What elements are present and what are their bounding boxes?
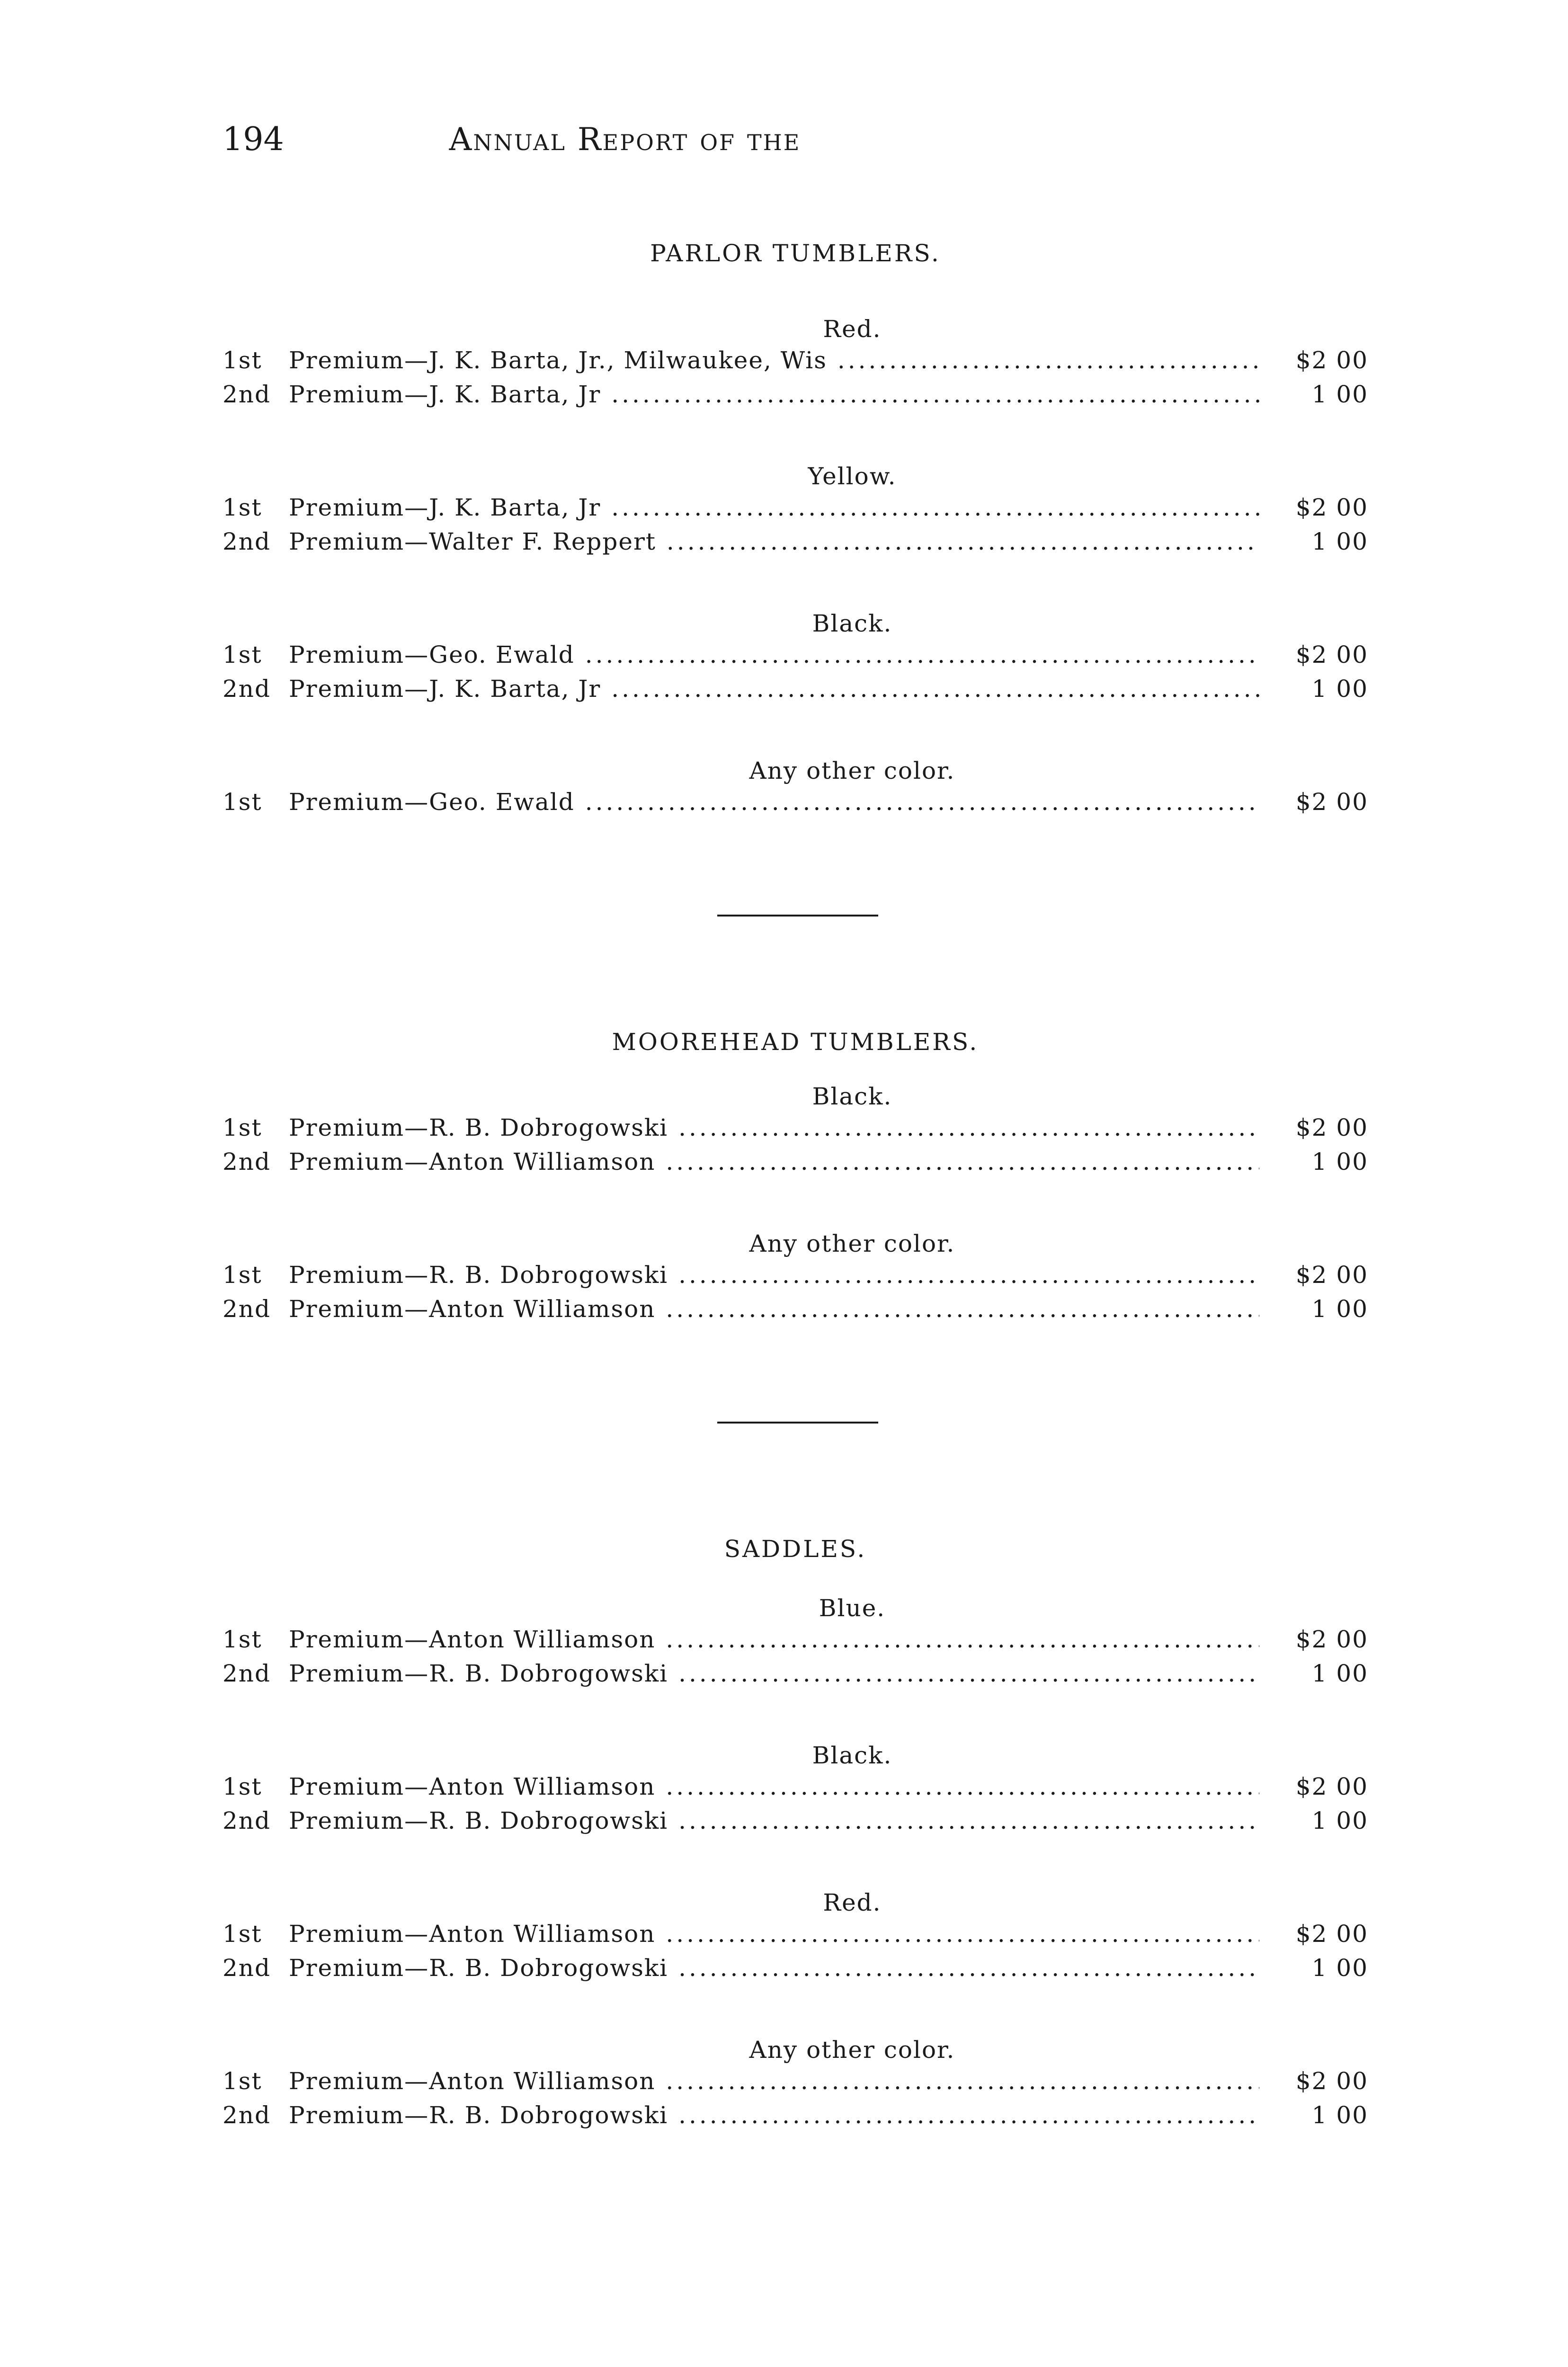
amount: $2 00 [1295, 1773, 1368, 1800]
section-saddles [223, 1532, 1368, 2136]
group-title: Red. [823, 315, 882, 343]
winner: Premium—Geo. Ewald ..... [289, 641, 1259, 668]
group-black [223, 1080, 1368, 1182]
place: 1st [223, 641, 262, 668]
premium-row [223, 2067, 1368, 2101]
amount: $2 00 [1295, 788, 1368, 816]
place: 2nd [223, 1148, 271, 1175]
group-red [223, 312, 1368, 415]
premium-row [223, 1954, 1368, 1988]
group-yellow [223, 460, 1368, 562]
group-any-other-color [223, 1227, 1368, 1329]
winner: Premium—J. K. Barta, Jr ..... [289, 494, 1259, 521]
premium-row [223, 1114, 1368, 1148]
group-title: Any other color. [749, 2036, 955, 2064]
section-parlor-tumblers [223, 237, 1368, 822]
winner: Premium—R. B. Dobrogowski ..... [289, 2101, 1259, 2129]
group-title: Blue. [819, 1594, 886, 1622]
premium-row [223, 1660, 1368, 1694]
amount: $2 00 [1295, 494, 1368, 521]
amount: $2 00 [1295, 347, 1368, 374]
winner: Premium—R. B. Dobrogowski ..... [289, 1807, 1259, 1834]
page-content [223, 237, 1368, 2180]
place: 1st [223, 788, 262, 816]
premium-row [223, 1295, 1368, 1329]
premium-row [223, 641, 1368, 675]
amount: 1 00 [1311, 2101, 1368, 2129]
group-blue [223, 1592, 1368, 1694]
amount: 1 00 [1311, 381, 1368, 408]
place: 1st [223, 1920, 262, 1948]
place: 2nd [223, 675, 271, 703]
premium-row [223, 1626, 1368, 1660]
premium-row [223, 788, 1368, 822]
premium-row [223, 1261, 1368, 1295]
place: 2nd [223, 2101, 271, 2129]
group-title: Black. [812, 610, 892, 637]
group-title: Yellow. [808, 463, 897, 490]
group-black [223, 607, 1368, 709]
place: 2nd [223, 1807, 271, 1834]
place: 2nd [223, 1295, 271, 1323]
premium-row [223, 1773, 1368, 1807]
group-any-other-color [223, 754, 1368, 822]
premium-row [223, 675, 1368, 709]
group-black [223, 1739, 1368, 1841]
winner: Premium—Walter F. Reppert ..... [289, 528, 1259, 555]
group-red [223, 1886, 1368, 1988]
page-header [223, 116, 1027, 163]
winner: Premium—R. B. Dobrogowski ..... [289, 1954, 1259, 1982]
winner: Premium—R. B. Dobrogowski ..... [289, 1660, 1259, 1687]
section-divider [717, 915, 878, 917]
winner: Premium—Anton Williamson ..... [289, 1773, 1259, 1800]
amount: $2 00 [1295, 1114, 1368, 1141]
amount: 1 00 [1311, 528, 1368, 555]
amount: 1 00 [1311, 675, 1368, 703]
place: 1st [223, 1261, 262, 1289]
amount: 1 00 [1311, 1295, 1368, 1323]
premium-row [223, 1148, 1368, 1182]
place: 1st [223, 1114, 262, 1141]
place: 1st [223, 347, 262, 374]
winner: Premium—Anton Williamson ..... [289, 1295, 1259, 1323]
group-title: Red. [823, 1889, 882, 1916]
winner: Premium—R. B. Dobrogowski ..... [289, 1114, 1259, 1141]
place: 1st [223, 494, 262, 521]
group-title: Black. [812, 1083, 892, 1110]
section-title: PARLOR TUMBLERS. [650, 240, 941, 267]
winner: Premium—Geo. Ewald ..... [289, 788, 1259, 816]
place: 1st [223, 1773, 262, 1800]
place: 2nd [223, 528, 271, 555]
winner: Premium—Anton Williamson ..... [289, 1626, 1259, 1653]
running-head: Annual Report of the [449, 121, 801, 158]
amount: $2 00 [1295, 1261, 1368, 1289]
amount: 1 00 [1311, 1954, 1368, 1982]
amount: $2 00 [1295, 1626, 1368, 1653]
amount: 1 00 [1311, 1148, 1368, 1175]
premium-row [223, 1807, 1368, 1841]
winner: Premium—J. K. Barta, Jr., Milwaukee, Wis ..... [289, 347, 1259, 374]
amount: $2 00 [1295, 641, 1368, 668]
winner: Premium—Anton Williamson ..... [289, 2067, 1259, 2095]
winner: Premium—Anton Williamson ..... [289, 1148, 1259, 1175]
group-title: Any other color. [749, 757, 955, 784]
winner: Premium—Anton Williamson ..... [289, 1920, 1259, 1948]
winner: Premium—J. K. Barta, Jr ..... [289, 381, 1259, 408]
winner: Premium—R. B. Dobrogowski ..... [289, 1261, 1259, 1289]
premium-row [223, 1920, 1368, 1954]
group-any-other-color [223, 2033, 1368, 2136]
premium-row [223, 381, 1368, 415]
premium-row [223, 2101, 1368, 2136]
place: 2nd [223, 1954, 271, 1982]
section-divider [717, 1422, 878, 1424]
winner: Premium—J. K. Barta, Jr ..... [289, 675, 1259, 703]
premium-row [223, 494, 1368, 528]
amount: 1 00 [1311, 1807, 1368, 1834]
amount: $2 00 [1295, 2067, 1368, 2095]
place: 1st [223, 2067, 262, 2095]
premium-row [223, 528, 1368, 562]
group-title: Any other color. [749, 1230, 955, 1257]
group-title: Black. [812, 1742, 892, 1769]
amount: $2 00 [1295, 1920, 1368, 1948]
section-moorehead-tumblers [223, 1025, 1368, 1329]
place: 2nd [223, 381, 271, 408]
section-title: SADDLES. [724, 1535, 867, 1563]
place: 1st [223, 1626, 262, 1653]
place: 2nd [223, 1660, 271, 1687]
amount: 1 00 [1311, 1660, 1368, 1687]
section-title: MOOREHEAD TUMBLERS. [612, 1028, 979, 1056]
page-number: 194 [223, 121, 284, 158]
premium-row [223, 347, 1368, 381]
